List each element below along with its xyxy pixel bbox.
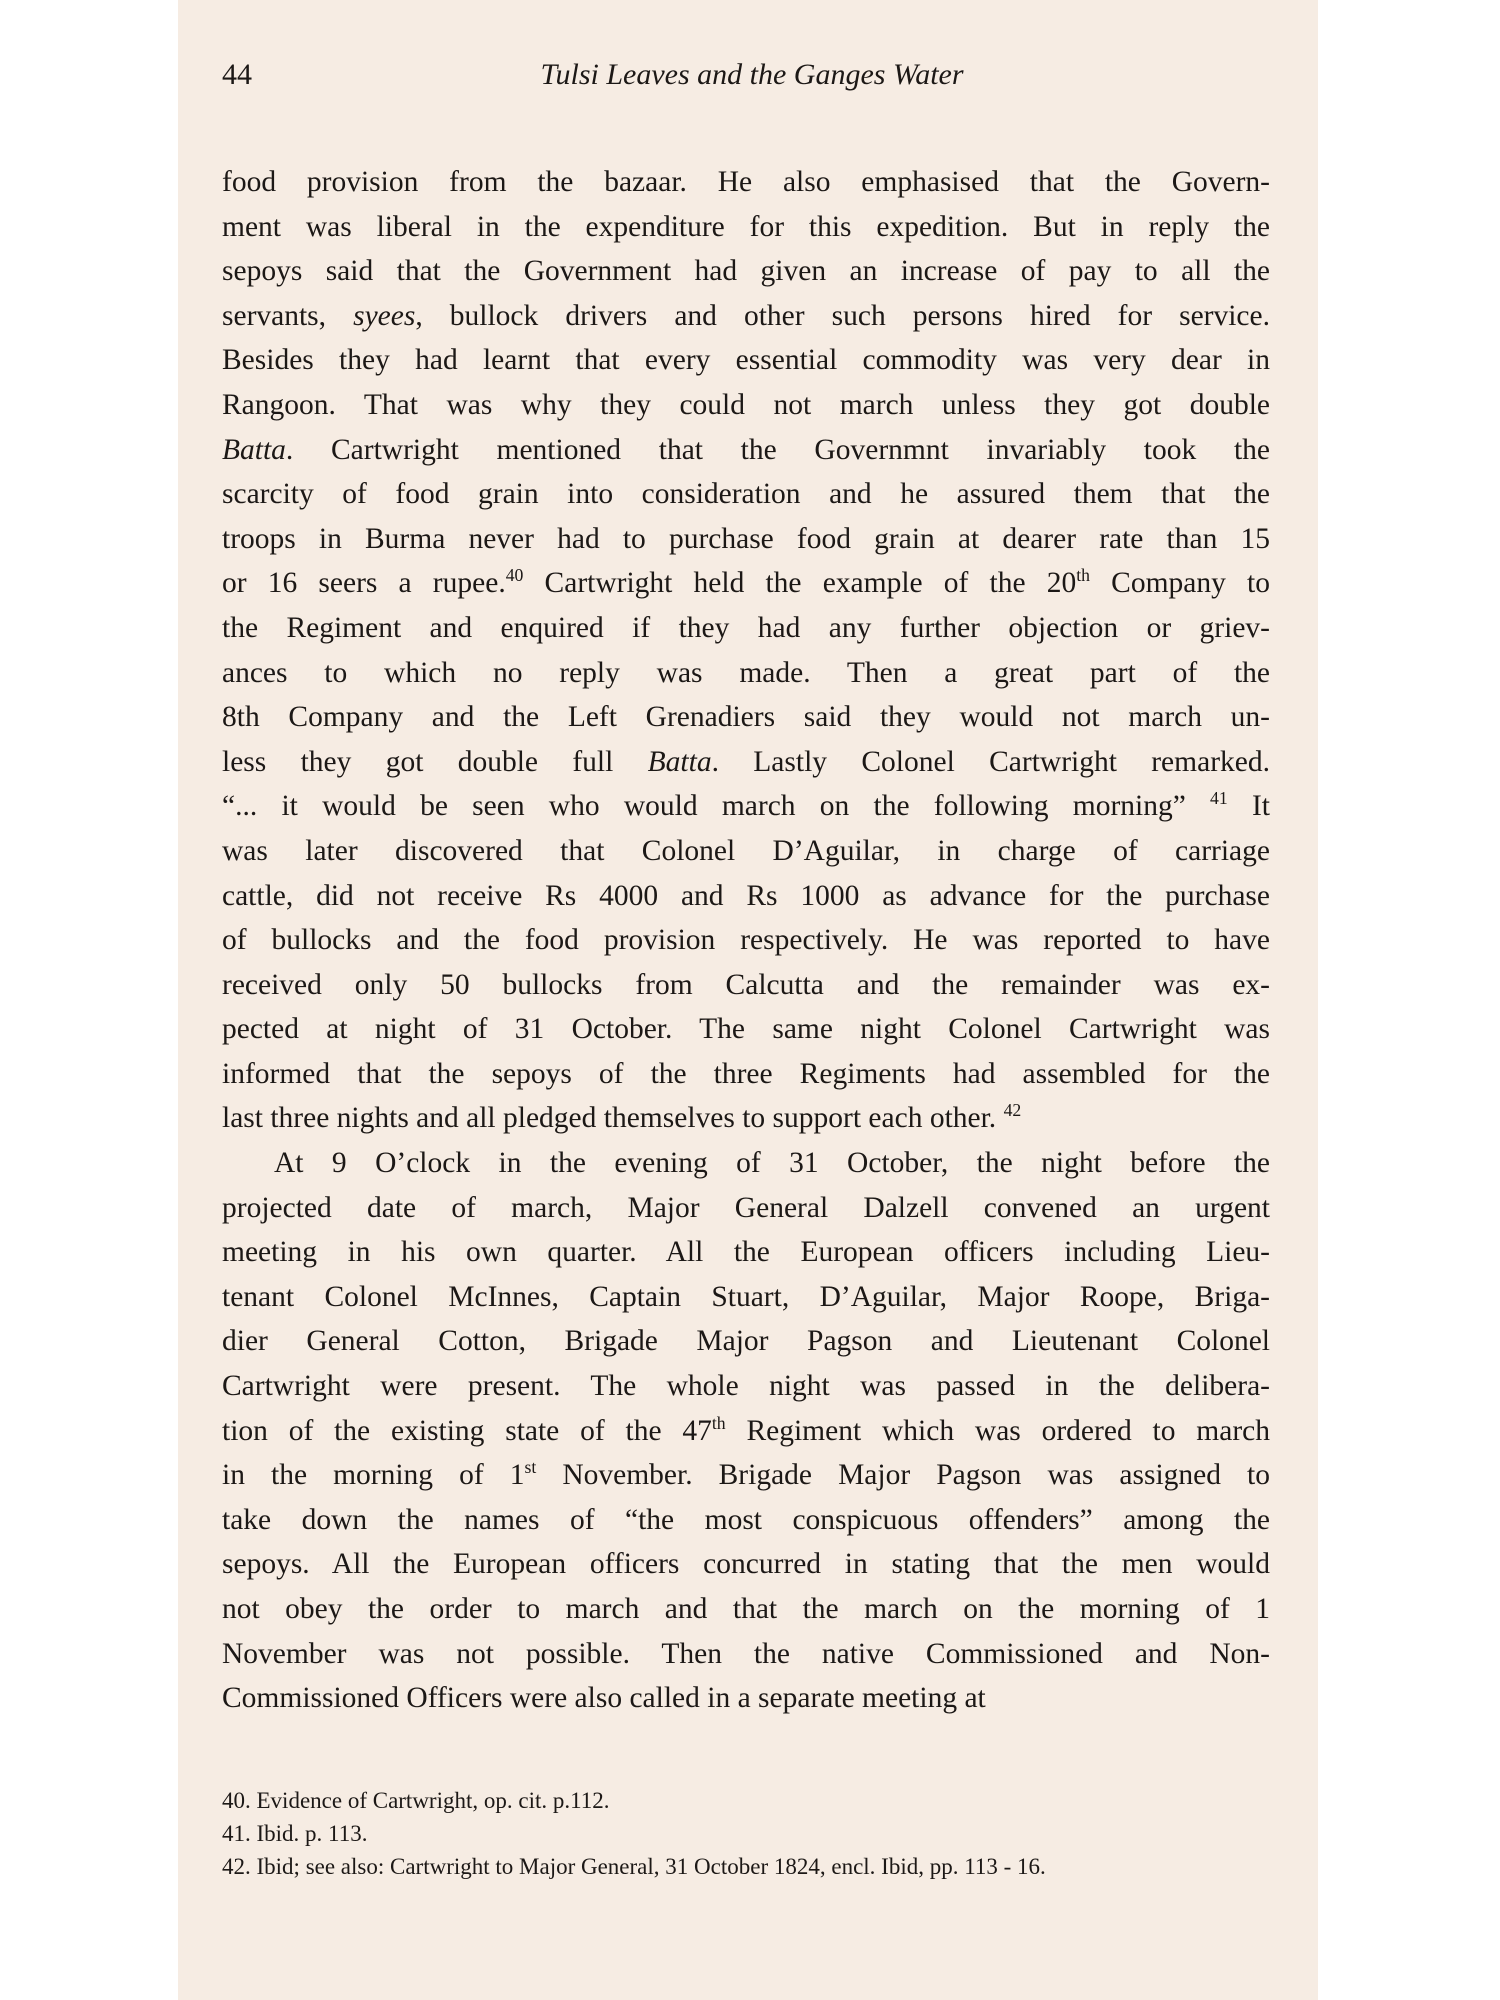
text-line: “... it would be seen who would march on the following morning” $^{41}$ It [222,788,1270,823]
superscript: 42 [1003,1100,1022,1121]
text-line: projected date of march, Major General Dalzell convened an urgent [222,1191,1270,1224]
paragraph-1 [222,160,1270,1141]
text-line: scarcity of food grain into consideration and he assured them that the [222,478,1270,511]
text-line: or 16 seers a rupee.$^{40}$ Cartwright held the example of the 20th Company to [222,565,1270,600]
text-line: Besides they had learnt that every essential commodity was very dear in [222,344,1270,377]
text-line: troops in Burma never had to purchase food grain at dearer rate than 15 [222,522,1270,555]
footnote: 42. Ibid; see also: Cartwright to Major General, 31 October 1824, encl. Ibid, pp. 113 - 16. [222,1854,1046,1879]
page-number: 44 [222,58,252,91]
text-line: cattle, did not receive Rs 4000 and Rs 1000 as advance for the purchase [222,879,1270,912]
superscript: th [1076,565,1090,586]
text-line: food provision from the bazaar. He also emphasised that the Govern- [222,166,1270,198]
book-page [178,0,1318,2000]
footnote: 40. Evidence of Cartwright, op. cit. p.112. [222,1788,610,1813]
text-line: sepoys. All the European officers concurred in stating that the men would [222,1548,1270,1581]
superscript: st [524,1457,537,1478]
text-line: meeting in his own quarter. All the European officers including Lieu- [222,1236,1270,1269]
text-line: of bullocks and the food provision respectively. He was reported to have [222,924,1270,957]
italic-term: syees [353,299,416,332]
text-line: less they got double full Batta. Lastly Colonel Cartwright remarked. [222,745,1270,778]
text-line: in the morning of 1st November. Brigade Major Pagson was assigned to [222,1457,1270,1492]
text-line: Cartwright were present. The whole night was passed in the delibera- [222,1370,1270,1403]
text-line: not obey the order to march and that the march on the morning of 1 [222,1593,1270,1625]
text-line: sepoys said that the Government had given an increase of pay to all the [222,255,1270,288]
text-line: tion of the existing state of the 47th Regiment which was ordered to march [222,1412,1270,1447]
text-line: ances to which no reply was made. Then a great part of the [222,656,1270,689]
text-line: ment was liberal in the expenditure for this expedition. But in reply the [222,210,1270,243]
body-text [222,160,1270,1721]
text-line: Rangoon. That was why they could not march unless they got double [222,388,1270,421]
text-line: At 9 O’clock in the evening of 31 October, the night before the [274,1147,1270,1180]
text-line: November was not possible. Then the native Commissioned and Non- [222,1637,1270,1670]
footnote: 41. Ibid. p. 113. [222,1821,368,1846]
text-line: tenant Colonel McInnes, Captain Stuart, D’Aguilar, Major Roope, Briga- [222,1280,1270,1313]
text-line: the Regiment and enquired if they had any further objection or griev- [222,611,1270,644]
text-line: servants, syees, bullock drivers and other such persons hired for service. [222,299,1270,332]
text-line: was later discovered that Colonel D’Aguilar, in charge of carriage [222,834,1270,867]
paragraph-2 [222,1141,1270,1721]
superscript: th [711,1412,726,1433]
text-line: received only 50 bullocks from Calcutta and the remainder was ex- [222,968,1270,1001]
text-line: dier General Cotton, Brigade Major Pagson and Lieutenant Colonel [222,1325,1270,1358]
superscript: 40 [505,565,524,586]
footnotes [222,1784,1282,1883]
italic-term: Batta [647,745,712,778]
text-line: pected at night of 31 October. The same night Colonel Cartwright was [222,1013,1270,1046]
text-line: Commissioned Officers were also called in a separate meeting at [222,1682,986,1715]
superscript: 41 [1210,788,1228,809]
italic-term: Batta [222,433,286,466]
text-line: Batta. Cartwright mentioned that the Governmnt invariably took the [222,433,1270,466]
text-line: last three nights and all pledged themselves to support each other. $^{42}$ [222,1100,1022,1135]
text-line: informed that the sepoys of the three Regiments had assembled for the [222,1057,1270,1090]
running-title: Tulsi Leaves and the Ganges Water [540,58,964,91]
text-line: 8th Company and the Left Grenadiers said they would not march un- [222,701,1270,734]
page-header [222,58,1282,98]
text-line: take down the names of “the most conspicuous offenders” among the [222,1503,1270,1536]
